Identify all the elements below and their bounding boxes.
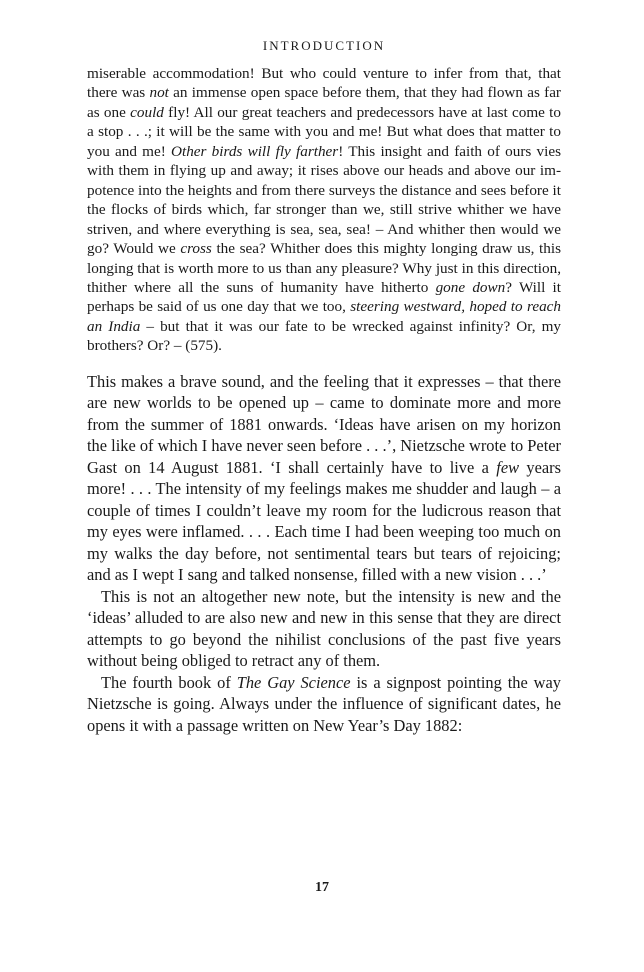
italic-run: could [130,103,164,121]
italic-run: gone down [435,278,506,296]
quote-paragraph [87,64,561,356]
italic-run: few [496,457,520,477]
text-run: an immense open space before them, that they had flown as far as one [87,84,561,121]
text-run: the sea? Whither does this mighty longing draw us, this longing that is worth more to us than any pleasure? Why just in this direction, thither where all the suns of humanity have hitherto [87,240,561,296]
text-run: This is not an altogether new note, but the intensity is new and the ‘ideas’ alluded to are also new and new in this sense that they are direct attempts to go beyond the nihilist conclusions of the past five years without being obliged to retract any of them. [87,586,561,671]
text-run: The fourth book of [101,672,237,692]
text-run: miserable accommodation! But who could venture to infer from that, that there was [87,65,561,102]
text-run: is a signpost pointing the way Nietzsche is going. Always under the influence of significant dates, he opens it with a passage written on New Year’s Day 1882: [87,672,561,735]
page-number: 17 [315,880,329,895]
text-run: years more! . . . The intensity of my feelings makes me shudder and laugh – a couple of times I couldn’t leave my room for the ludicrous reason that my eyes were inflamed. . . . Each time I had been weeping too much on my walks the day before, not sentimental tears but tears of rejoicing; and as I wept I sang and talked nonsense, filled with a new vision . . .’ [87,457,561,585]
italic-run: Other birds will fly farther [171,142,339,160]
paragraph-brave-sound [87,371,561,586]
paragraph-fourth-book [87,672,561,737]
paragraph-new-note [87,586,561,672]
italic-run: cross [180,240,212,258]
text-run: fly! All our great teachers and predecessors have at last come to a stop . . .; it will be the same with you and me! But what does that matter to you and me! [87,103,561,160]
italic-run: not [149,84,169,102]
italic-run: The Gay Science [236,672,351,692]
italic-run: steering westward, hoped to reach an India [87,298,561,335]
block-quote [87,64,561,356]
text-run: – but that it was our fate to be wrecked against infinity? Or, my brothers? Or? – (575). [87,317,561,355]
text-run: This makes a brave sound, and the feeling that it expresses – that there are new worlds to be opened up – came to dominate more and more from the summer of 1881 onwards. ‘Ideas have arisen on my horizon the like of which I have never seen before . . .’, Nietzsche wrote to Peter Gast on 14 August 1881. ‘I shall certainly have to live a [87,371,561,477]
text-run: ! This insight and faith of ours vies with them in flying up and away; it rises above our heads and above our impotence into the heights and from there surveys the distance and sees before it the flocks of birds which, far stronger than we, still strive whither we have striven, and where everything is sea, sea, sea! – And whither then would we go? Would we [87,142,561,258]
book-page [87,38,561,736]
running-head: INTRODUCTION [262,38,386,53]
text-run: ? Will it perhaps be said of us one day that we too, [87,278,561,316]
body-text [87,371,561,737]
